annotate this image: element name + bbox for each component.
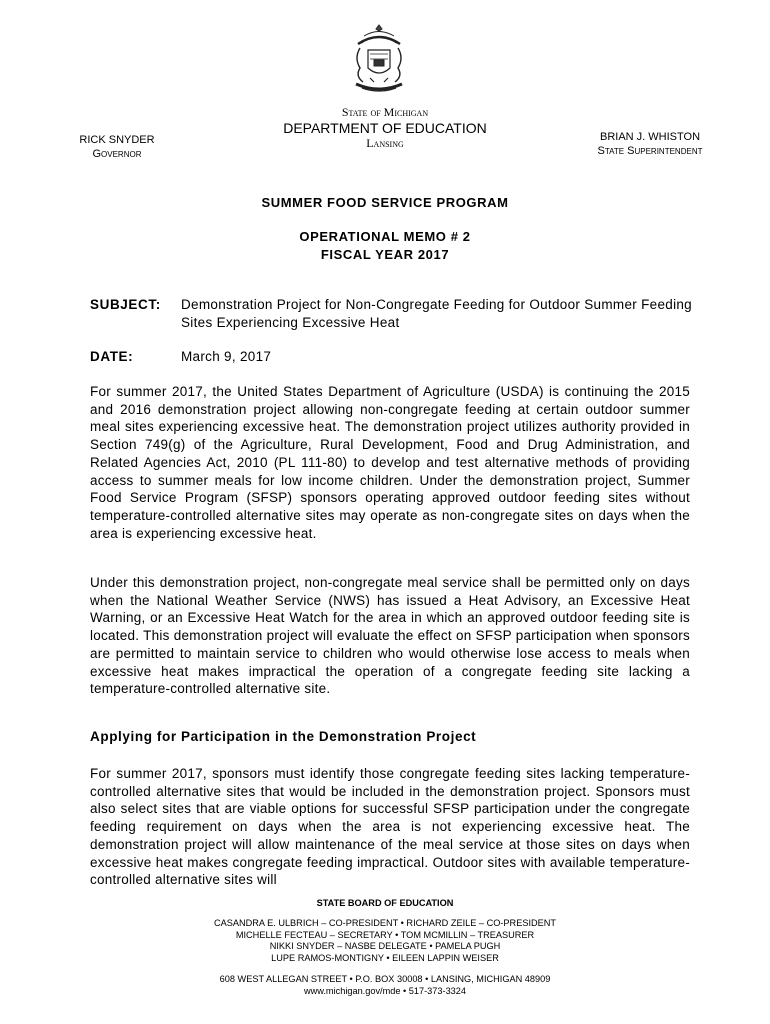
board-line-3: NIKKI SNYDER – NASBE DELEGATE • PAMELA PUGH <box>269 941 501 951</box>
superintendent-name: BRIAN J. WHISTON <box>599 131 701 143</box>
city-name: Lansing <box>366 136 404 150</box>
section-heading: Applying for Participation in the Demonstration Project <box>90 729 477 744</box>
subject-value: Demonstration Project for Non-Congregate Feeding for Outdoor Summer Feeding Sites Experiencing Excessive Heat <box>181 297 692 330</box>
contact-line: www.michigan.gov/mde • 517-373-3324 <box>303 986 467 996</box>
superintendent-block <box>580 130 720 158</box>
governor-block <box>67 133 167 161</box>
subject-label: SUBJECT: <box>90 297 161 312</box>
memo-number: OPERATIONAL MEMO # 2 <box>299 229 471 244</box>
state-name: State of Michigan <box>341 105 429 119</box>
michigan-seal-icon <box>348 22 410 102</box>
fiscal-year: FISCAL YEAR 2017 <box>320 247 450 262</box>
governor-name: RICK SNYDER <box>79 134 155 146</box>
program-title: SUMMER FOOD SERVICE PROGRAM <box>261 195 509 210</box>
date-value: March 9, 2017 <box>181 349 272 364</box>
body-paragraph-1: For summer 2017, the United States Department of Agriculture (USDA) is continuing the 2015 and 2016 demonstration project allowing non-congregate feeding at certain outdoor summer meal sites experiencing excessive heat. The demonstration project utilizes authority provided in Section 749(g) of the Agriculture, Rural Development, Food and Drug Administration, and Related Agencies Act, 2010 (PL 111-80) to develop and test alternative methods of providing access to summer meals for low income children. Under the demonstration project, Summer Food Service Program (SFSP) sponsors operating approved outdoor feeding sites without temperature-controlled alternative sites may operate as non-congregate sites on days when the area is experiencing excessive heat. <box>90 384 690 541</box>
board-line-1: CASANDRA E. ULBRICH – CO-PRESIDENT • RICHARD ZEILE – CO-PRESIDENT <box>213 918 557 928</box>
superintendent-title: State Superintendent <box>597 145 703 157</box>
board-title: STATE BOARD OF EDUCATION <box>316 898 454 908</box>
governor-title: Governor <box>92 148 142 160</box>
body-paragraph-2: Under this demonstration project, non-congregate meal service shall be permitted only on days when the National Weather Service (NWS) has issued a Heat Advisory, an Excessive Heat Warning, or an Excessive Heat Watch for the area in which an approved outdoor feeding site is located. This demonstration project will evaluate the effect on SFSP participation when sponsors are permitted to maintain service to children who would otherwise lose access to meals when excessive heat makes impractical the operation of a congregate feeding site lacking a temperature-controlled alternative site. <box>90 575 690 697</box>
address-line: 608 WEST ALLEGAN STREET • P.O. BOX 30008 • LANSING, MICHIGAN 48909 <box>219 974 551 984</box>
board-line-2: MICHELLE FECTEAU – SECRETARY • TOM MCMILLIN – TREASURER <box>235 930 535 940</box>
department-name: DEPARTMENT OF EDUCATION <box>283 120 487 136</box>
date-label: DATE: <box>90 349 134 364</box>
body-paragraph-3: For summer 2017, sponsors must identify those congregate feeding sites lacking temperature-controlled alternative sites that would be included in the demonstration project. Sponsors must also select sites that are viable options for successful SFSP participation under the congregate feeding requirement on days when the area is not experiencing excessive heat. The demonstration project will allow maintenance of the meal service at those sites on days when excessive heat makes congregate feeding impractical. Outdoor sites with available temperature-controlled alternative sites will <box>90 766 690 888</box>
board-line-4: LUPE RAMOS-MONTIGNY • EILEEN LAPPIN WEISER <box>271 953 499 963</box>
